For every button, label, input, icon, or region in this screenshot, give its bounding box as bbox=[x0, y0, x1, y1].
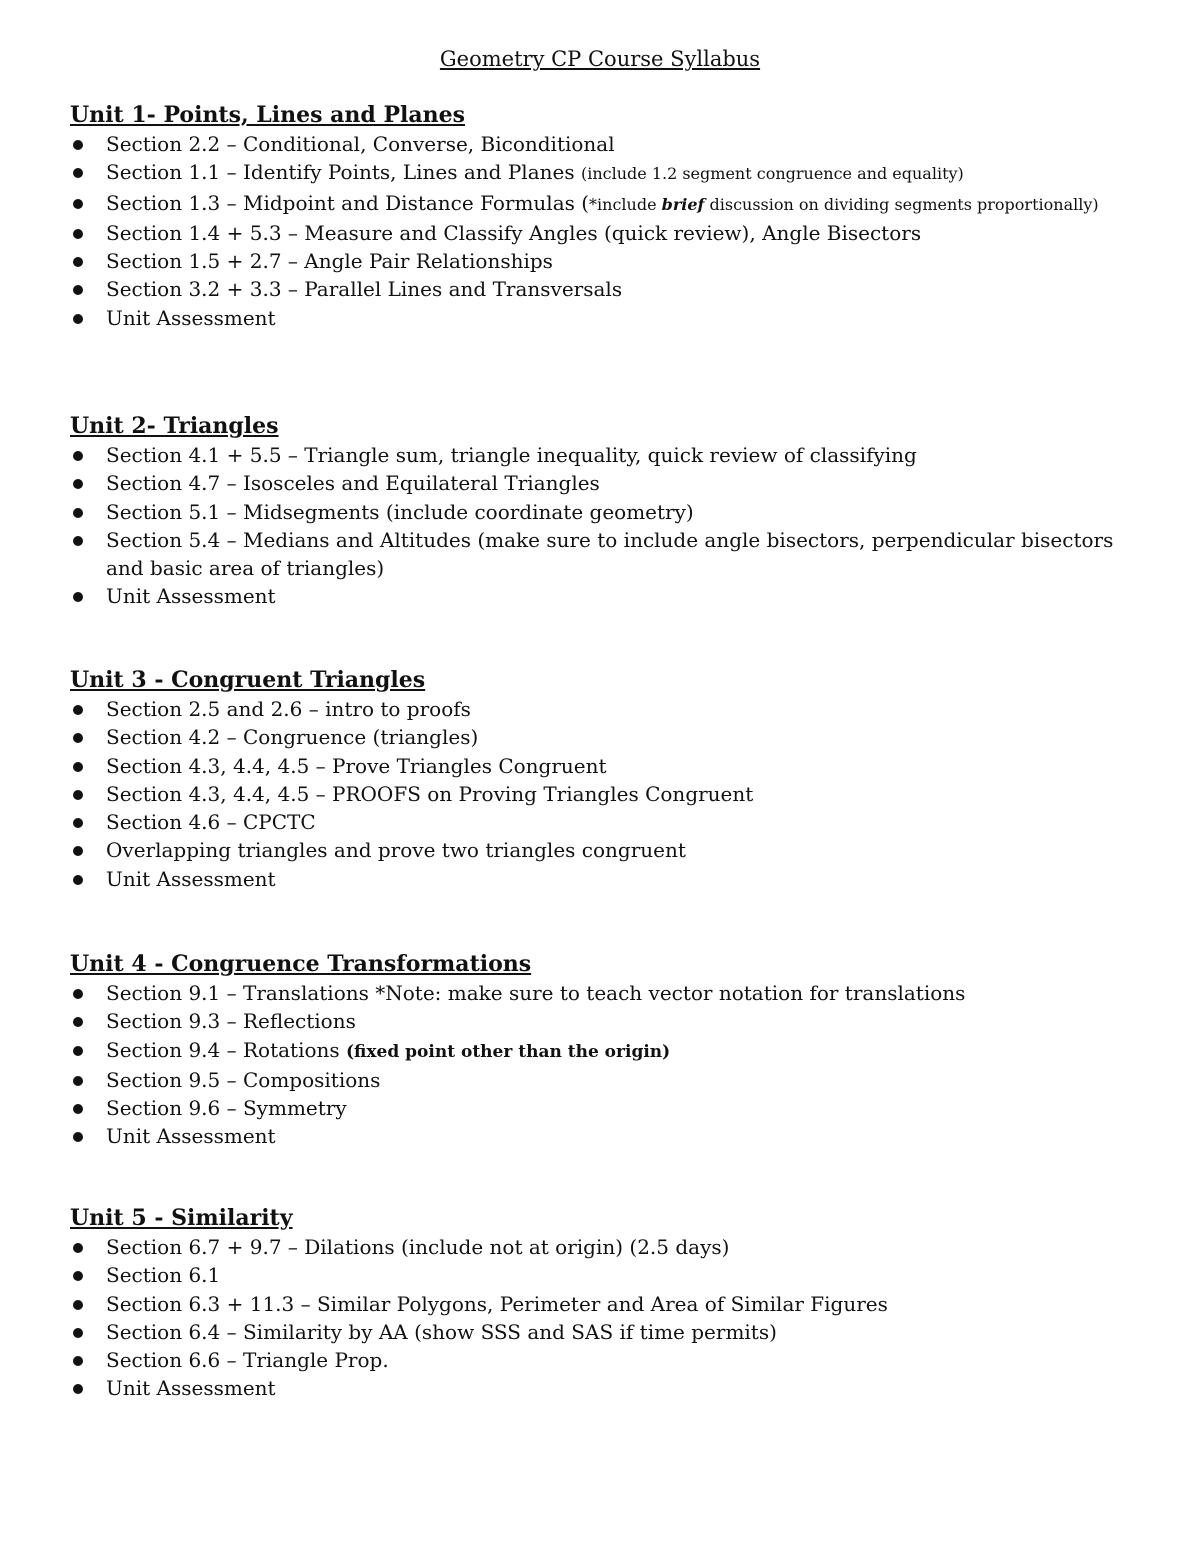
bullet-icon bbox=[73, 314, 83, 324]
list-item: Unit Assessment bbox=[70, 304, 1130, 332]
list-item: Section 4.1 + 5.5 – Triangle sum, triangle inequality, quick review of classifying bbox=[70, 441, 1130, 469]
bullet-icon bbox=[73, 1243, 83, 1253]
unit-item-list bbox=[70, 695, 1130, 893]
unit-heading: Unit 1- Points, Lines and Planes bbox=[70, 102, 465, 128]
list-item: Section 4.6 – CPCTC bbox=[70, 808, 1130, 836]
unit-3-section bbox=[70, 665, 1130, 893]
bullet-icon bbox=[73, 1328, 83, 1338]
bullet-icon bbox=[73, 1076, 83, 1086]
page-title: Geometry CP Course Syllabus bbox=[439, 47, 761, 71]
list-item: Section 9.5 – Compositions bbox=[70, 1066, 1130, 1094]
bullet-icon bbox=[73, 846, 83, 856]
list-item: Section 1.3 – Midpoint and Distance Formulas (*include brief discussion on dividing segments proportionally) bbox=[70, 189, 1130, 219]
list-item: Unit Assessment bbox=[70, 1374, 1130, 1402]
bullet-icon bbox=[73, 1300, 83, 1310]
bullet-icon bbox=[73, 1046, 83, 1056]
bullet-icon bbox=[73, 705, 83, 715]
unit-2-section bbox=[70, 411, 1130, 611]
unit-4-section bbox=[70, 949, 1130, 1151]
list-item: Section 5.1 – Midsegments (include coordinate geometry) bbox=[70, 498, 1130, 526]
list-item: Section 9.4 – Rotations (fixed point other than the origin) bbox=[70, 1036, 1130, 1066]
list-item: Section 2.2 – Conditional, Converse, Biconditional bbox=[70, 130, 1130, 158]
bullet-icon bbox=[73, 1384, 83, 1394]
unit-heading: Unit 5 - Similarity bbox=[70, 1205, 293, 1231]
bullet-icon bbox=[73, 1104, 83, 1114]
list-item: Unit Assessment bbox=[70, 582, 1130, 610]
list-item: Section 4.2 – Congruence (triangles) bbox=[70, 723, 1130, 751]
bullet-icon bbox=[73, 479, 83, 489]
bullet-icon bbox=[73, 168, 83, 178]
bullet-icon bbox=[73, 199, 83, 209]
unit-heading: Unit 2- Triangles bbox=[70, 413, 279, 439]
list-item: Section 9.3 – Reflections bbox=[70, 1007, 1130, 1035]
unit-5-section bbox=[70, 1203, 1130, 1403]
list-item: Section 6.6 – Triangle Prop. bbox=[70, 1346, 1130, 1374]
bullet-icon bbox=[73, 508, 83, 518]
list-item: Section 9.6 – Symmetry bbox=[70, 1094, 1130, 1122]
bullet-icon bbox=[73, 285, 83, 295]
bullet-icon bbox=[73, 257, 83, 267]
list-item: Section 4.3, 4.4, 4.5 – PROOFS on Proving Triangles Congruent bbox=[70, 780, 1130, 808]
bullet-icon bbox=[73, 875, 83, 885]
list-item: Section 3.2 + 3.3 – Parallel Lines and Transversals bbox=[70, 275, 1130, 303]
unit-item-list bbox=[70, 979, 1130, 1151]
list-item: Unit Assessment bbox=[70, 1122, 1130, 1150]
bullet-icon bbox=[73, 451, 83, 461]
list-item: Unit Assessment bbox=[70, 865, 1130, 893]
list-item: Section 1.1 – Identify Points, Lines and Planes (include 1.2 segment congruence and equality) bbox=[70, 158, 1130, 188]
bullet-icon bbox=[73, 989, 83, 999]
bullet-icon bbox=[73, 1271, 83, 1281]
list-item: Section 2.5 and 2.6 – intro to proofs bbox=[70, 695, 1130, 723]
bullet-icon bbox=[73, 762, 83, 772]
bullet-icon bbox=[73, 1132, 83, 1142]
unit-item-list bbox=[70, 1233, 1130, 1403]
bullet-icon bbox=[73, 140, 83, 150]
unit-heading: Unit 3 - Congruent Triangles bbox=[70, 667, 426, 693]
list-item: Section 1.5 + 2.7 – Angle Pair Relationships bbox=[70, 247, 1130, 275]
unit-item-list bbox=[70, 130, 1130, 332]
list-item: Section 6.1 bbox=[70, 1261, 1130, 1289]
unit-item-list bbox=[70, 441, 1130, 611]
list-item: Section 1.4 + 5.3 – Measure and Classify Angles (quick review), Angle Bisectors bbox=[70, 219, 1130, 247]
bullet-icon bbox=[73, 818, 83, 828]
bullet-icon bbox=[73, 536, 83, 546]
list-item: Section 6.3 + 11.3 – Similar Polygons, Perimeter and Area of Similar Figures bbox=[70, 1290, 1130, 1318]
unit-heading: Unit 4 - Congruence Transformations bbox=[70, 951, 532, 977]
bullet-icon bbox=[73, 733, 83, 743]
bullet-icon bbox=[73, 1356, 83, 1366]
list-item: Section 5.4 – Medians and Altitudes (make sure to include angle bisectors, perpendicular bisectors and basic area of triangles) bbox=[70, 526, 1130, 583]
list-item: Section 6.7 + 9.7 – Dilations (include not at origin) (2.5 days) bbox=[70, 1233, 1130, 1261]
list-item: Section 4.3, 4.4, 4.5 – Prove Triangles Congruent bbox=[70, 752, 1130, 780]
list-item: Section 6.4 – Similarity by AA (show SSS and SAS if time permits) bbox=[70, 1318, 1130, 1346]
list-item: Section 4.7 – Isosceles and Equilateral Triangles bbox=[70, 469, 1130, 497]
bullet-icon bbox=[73, 229, 83, 239]
bullet-icon bbox=[73, 592, 83, 602]
bullet-icon bbox=[73, 790, 83, 800]
bullet-icon bbox=[73, 1017, 83, 1027]
unit-1-section bbox=[70, 100, 1130, 332]
list-item: Overlapping triangles and prove two triangles congruent bbox=[70, 836, 1130, 864]
list-item: Section 9.1 – Translations *Note: make sure to teach vector notation for translations bbox=[70, 979, 1130, 1007]
